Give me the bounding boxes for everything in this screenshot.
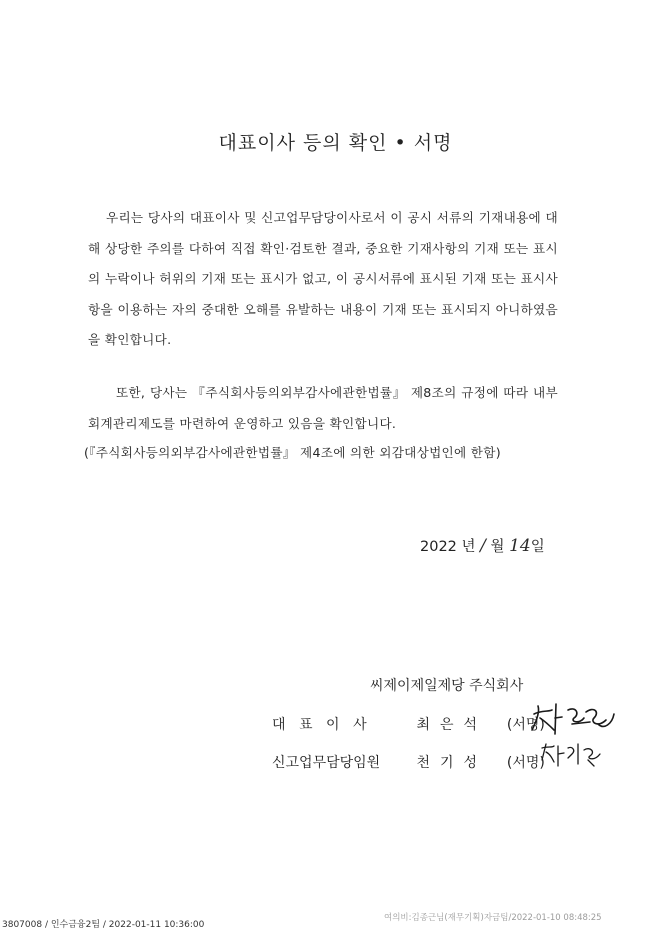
signatory-role: 신고업무담당임원 xyxy=(272,755,381,771)
confirmation-paragraph: 우리는 당사의 대표이사 및 신고업무담당이사로서 이 공시 서류의 기재내용에 대해 상당한 주의를 다하여 직접 확인·검토한 결과, 중요한 기재사항의 기재 또는 표시의 누락이나 허위의 기재 또는 표시가 없고, 이 공시서류에 표시된 기재 또는 표시사항을 이용하는 자의 중대한 오해를 유발하는 내용이 기재 또는 표시되지 아니하였음을 확인합니다. xyxy=(88,210,558,347)
page-title: 대표이사 등의 확인 • 서명 xyxy=(218,132,453,154)
date-month: / xyxy=(480,536,486,556)
signatory-role: 대표이사 xyxy=(272,717,381,733)
internal-control-paragraph: 또한, 당사는 『주식회사등의외부감사에관한법률』 제8조의 규정에 따라 내부회계관리제도를 마련하여 운영하고 있음을 확인합니다. xyxy=(88,385,558,431)
sign-label: (서명) xyxy=(506,755,545,771)
signatory-name: 최은석 xyxy=(416,717,488,733)
signatory-name: 천기성 xyxy=(416,755,488,771)
applicability-note: (『주식회사등의외부감사에관한법률』 제4조에 의한 외감대상법인에 한함) xyxy=(84,445,501,460)
company-name: 씨제이제일제당 주식회사 xyxy=(370,678,524,694)
date-month-unit: 월 xyxy=(490,539,505,555)
sign-label: (서명) xyxy=(506,717,545,733)
print-footer-left: 3807008 / 인수금융2팀 / 2022-01-11 10:36:00 xyxy=(2,920,205,930)
signatory-ceo xyxy=(272,714,612,734)
signatory-reporting-officer xyxy=(272,752,612,772)
date-year: 2022 xyxy=(420,539,457,555)
date-year-unit: 년 xyxy=(461,539,476,555)
print-footer-right: 여의비:김종근님(재무기획)자금팀/2022-01-10 08:48:25 xyxy=(384,913,602,923)
date-day: 14 xyxy=(509,536,531,556)
date-day-unit: 일 xyxy=(530,539,545,555)
signing-date xyxy=(420,535,560,556)
